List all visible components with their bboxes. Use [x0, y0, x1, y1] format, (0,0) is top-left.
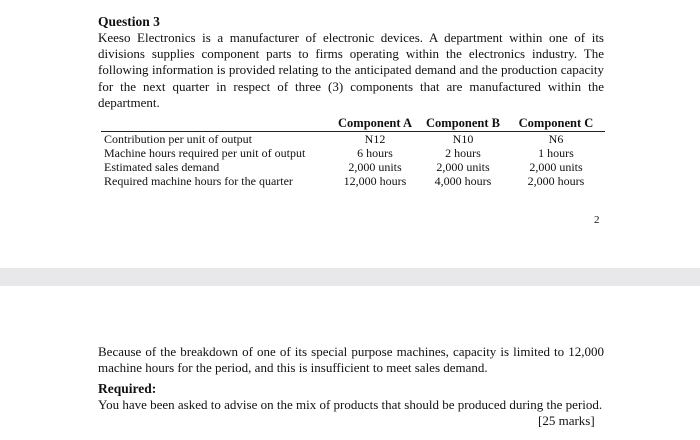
table-row: [101, 160, 605, 174]
cell-component-c: N6: [548, 132, 564, 146]
required-text: You have been asked to advise on the mix of products that should be produced during the period.: [98, 397, 603, 412]
cell-component-a: N12: [364, 132, 386, 146]
question-title: Question 3: [98, 14, 160, 29]
page-number: 2: [594, 214, 600, 226]
component-table: [101, 116, 605, 188]
row-label: Contribution per unit of output: [104, 132, 252, 146]
cell-component-a: 12,000 hours: [343, 174, 407, 188]
header-component-b: Component B: [419, 116, 507, 132]
cell-component-b: 2 hours: [445, 146, 481, 160]
header-blank: [101, 116, 331, 132]
table-header-row: [101, 116, 605, 132]
cell-component-a: 6 hours: [357, 146, 393, 160]
cell-component-c: 2,000 hours: [527, 174, 585, 188]
cell-component-b: N10: [452, 132, 474, 146]
table-row: [101, 132, 605, 147]
row-label: Required machine hours for the quarter: [104, 174, 293, 188]
marks-label: [25 marks]: [538, 413, 595, 428]
cell-component-b: 4,000 hours: [434, 174, 492, 188]
table-row: [101, 174, 605, 188]
cell-component-c: 2,000 units: [529, 160, 583, 174]
cell-component-a: 2,000 units: [348, 160, 402, 174]
row-label: Estimated sales demand: [104, 160, 220, 174]
header-component-c: Component C: [507, 116, 605, 132]
question-intro-paragraph: Keeso Electronics is a manufacturer of electronic devices. A department within one of its divisions supplies component parts to firms operating within the electronics industry. The following information is provided relating to the anticipated demand and the production capacity for the next quarter in respect of three (3) components that are manufactured within the department.: [98, 30, 604, 110]
table-row: [101, 146, 605, 160]
header-component-a: Component A: [331, 116, 419, 132]
cell-component-c: 1 hours: [538, 146, 574, 160]
cell-component-b: 2,000 units: [436, 160, 490, 174]
row-label: Machine hours required per unit of output: [104, 146, 306, 160]
continuation-paragraph: Because of the breakdown of one of its special purpose machines, capacity is limited to 12,000 machine hours for the period, and this is insufficient to meet sales demand.: [98, 344, 604, 376]
required-title: Required:: [98, 381, 157, 396]
